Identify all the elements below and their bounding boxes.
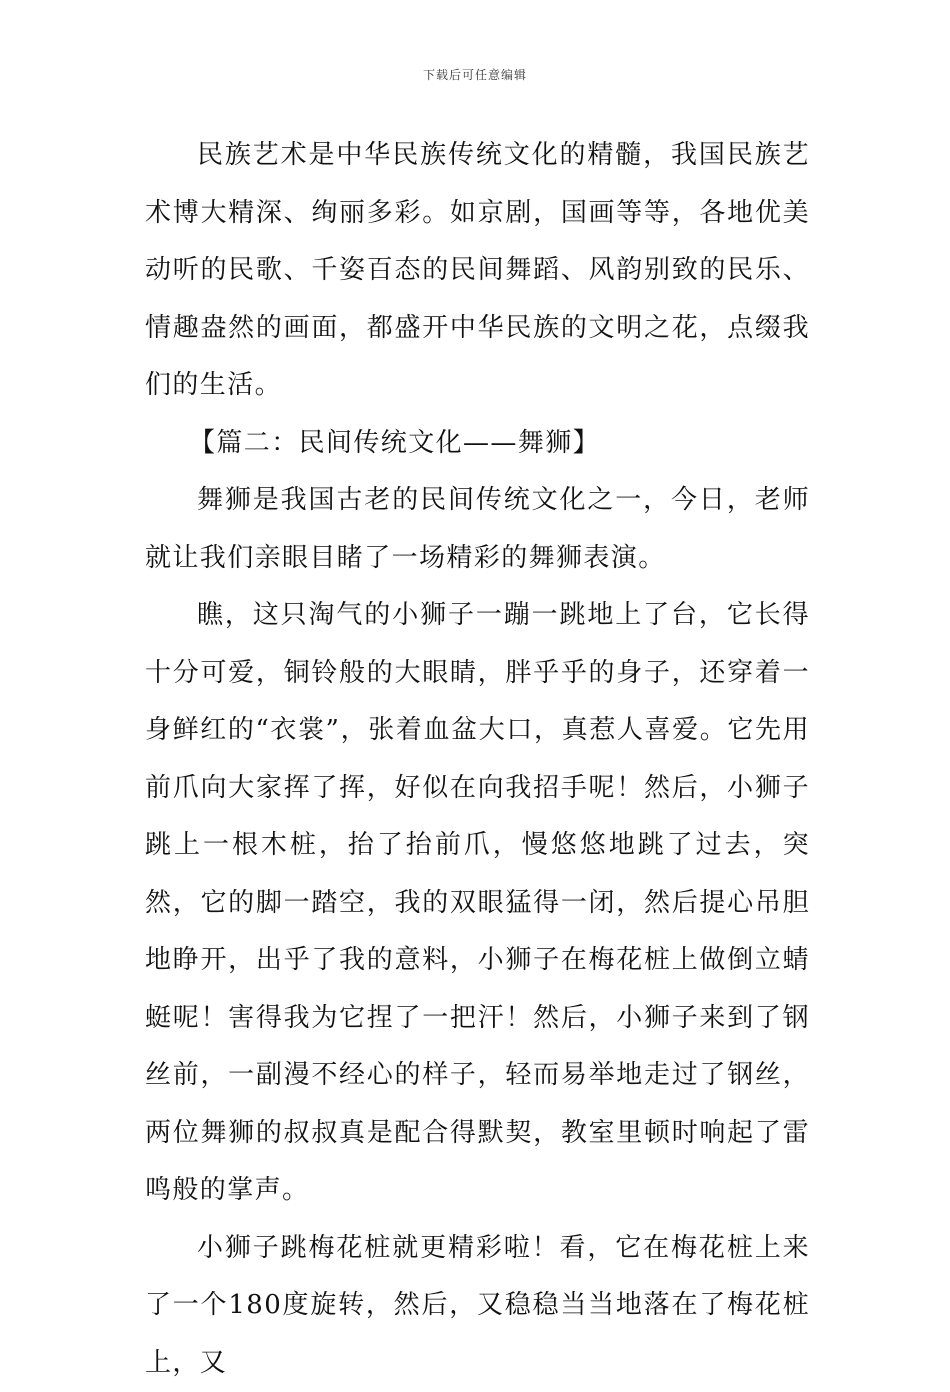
paragraph-lion-performance: 瞧，这只淘气的小狮子一蹦一跳地上了台，它长得十分可爱，铜铃般的大眼睛，胖乎乎的身子，还穿着一身鲜红的“衣裳”，张着血盆大口，真惹人喜爱。它先用前爪向大家挥了挥，好似在向我招手呢！然后，小狮子跳上一根木桩，抬了抬前爪，慢悠悠地跳了过去，突然，它的脚一踏空，我的双眼猛得一闭，然后提心吊胆地睁开，出乎了我的意料，小狮子在梅花桩上做倒立蜻蜓呢！害得我为它捏了一把汗！然后，小狮子来到了钢丝前，一副漫不经心的样子，轻而易举地走过了钢丝，两位舞狮的叔叔真是配合得默契，教室里顿时响起了雷鸣般的掌声。 [145, 587, 810, 1220]
section-heading: 【篇二：民间传统文化——舞狮】 [145, 415, 810, 473]
document-body [145, 127, 810, 1392]
paragraph-lion-dance-intro: 舞狮是我国古老的民间传统文化之一，今日，老师就让我们亲眼目睹了一场精彩的舞狮表演。 [145, 472, 810, 587]
page-header: 下载后可任意编辑 [0, 66, 950, 83]
paragraph-plum-stakes: 小狮子跳梅花桩就更精彩啦！看，它在梅花桩上来了一个180度旋转，然后，又稳稳当当地落在了梅花桩上，又 [145, 1220, 810, 1392]
paragraph-intro: 民族艺术是中华民族传统文化的精髓，我国民族艺术博大精深、绚丽多彩。如京剧，国画等等，各地优美动听的民歌、千姿百态的民间舞蹈、风韵别致的民乐、情趣盎然的画面，都盛开中华民族的文明之花，点缀我们的生活。 [145, 127, 810, 415]
